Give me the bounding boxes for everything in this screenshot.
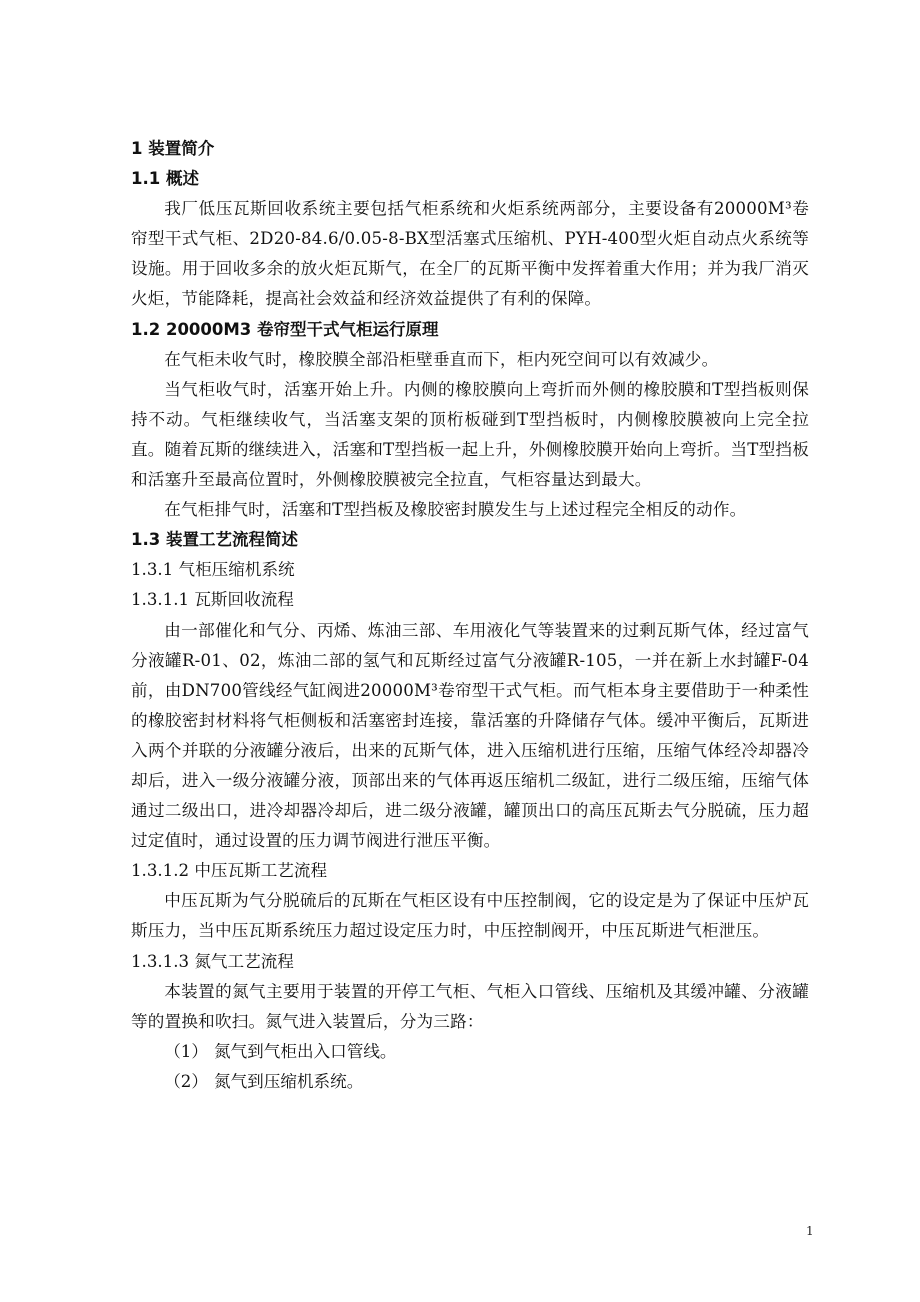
list-item-number: （2）: [164, 1071, 208, 1091]
heading-1-3: 1.3 装置工艺流程简述: [131, 530, 298, 550]
paragraph-text: 我厂低压瓦斯回收系统主要包括气柜系统和火炬系统两部分，主要设备有20000M³卷帘型干式气柜、2D20-84.6/0.05-8-BX型活塞式压缩机、PYH-400型火炬自动点火系统等设施。用于回收多余的放火炬瓦斯气，在全厂的瓦斯平衡中发挥着重大作用；并为我厂消灭火炬，节能降耗，提高社会效益和经济效益提供了有利的保障。: [131, 199, 809, 309]
list-item: [131, 1067, 809, 1097]
heading-1-1: 1.1 概述: [131, 169, 199, 189]
list-item-text: 氮气到气柜出入口管线。: [213, 1041, 397, 1061]
paragraph-text: 本装置的氮气主要用于装置的开停工气柜、气柜入口管线、压缩机及其缓冲罐、分液罐等的置换和吹扫。氮气进入装置后，分为三路：: [131, 981, 809, 1031]
paragraph-nitrogen: [131, 977, 809, 1037]
paragraph-text: 由一部催化和气分、丙烯、炼油三部、车用液化气等装置来的过剩瓦斯气体，经过富气分液罐R-01、02，炼油二部的氢气和瓦斯经过富气分液罐R-105，一并在新上水封罐F-04前，由DN700管线经气缸阀进20000M³卷帘型干式气柜。而气柜本身主要借助于一种柔性的橡胶密封材料将气柜侧板和活塞密封连接，靠活塞的升降储存气体。缓冲平衡后，瓦斯进入两个并联的分液罐分液后，出来的瓦斯气体，进入压缩机进行压缩，压缩气体经冷却器冷却后，进入一级分液罐分液，顶部出来的气体再返压缩机二级缸，进行二级压缩，压缩气体通过二级出口，进冷却器冷却后，进二级分液罐，罐顶出口的高压瓦斯去气分脱硫，压力超过定值时，通过设置的压力调节阀进行泄压平衡。: [131, 620, 809, 851]
heading-1-3-1: 1.3.1 气柜压缩机系统: [131, 560, 295, 580]
page-number: 1: [806, 1224, 814, 1238]
paragraph-text: 当气柜收气时，活塞开始上升。内侧的橡胶膜向上弯折而外侧的橡胶膜和T型挡板则保持不动。气柜继续收气，当活塞支架的顶桁板碰到T型挡板时，内侧橡胶膜被向上完全拉直。随着瓦斯的继续进入，活塞和T型挡板一起上升，外侧橡胶膜开始向上弯折。当T型挡板和活塞升至最高位置时，外侧橡胶膜被完全拉直，气柜容量达到最大。: [131, 379, 809, 490]
paragraph-text: 中压瓦斯为气分脱硫后的瓦斯在气柜区设有中压控制阀，它的设定是为了保证中压炉瓦斯压力，当中压瓦斯系统压力超过设定压力时，中压控制阀开，中压瓦斯进气柜泄压。: [131, 891, 809, 941]
paragraph-medium-pressure: [131, 886, 809, 946]
paragraph-principle: [131, 345, 809, 526]
list-item: [131, 1037, 809, 1067]
list-item-number: （1）: [164, 1041, 208, 1061]
paragraph-gas-recovery: [131, 616, 809, 857]
heading-1-3-1-2: 1.3.1.2 中压瓦斯工艺流程: [131, 861, 328, 881]
heading-1: 1 装置简介: [131, 139, 215, 158]
paragraph-overview: [131, 194, 809, 314]
list-item-text: 氮气到压缩机系统。: [213, 1071, 364, 1091]
heading-1-2: 1.2 20000M3 卷帘型干式气柜运行原理: [131, 319, 439, 339]
document-page: [131, 134, 809, 1097]
paragraph-text: 在气柜未收气时，橡胶膜全部沿柜壁垂直而下，柜内死空间可以有效减少。: [164, 349, 719, 369]
heading-1-3-1-1: 1.3.1.1 瓦斯回收流程: [131, 590, 294, 610]
paragraph-text: 在气柜排气时，活塞和T型挡板及橡胶密封膜发生与上述过程完全相反的动作。: [164, 500, 747, 520]
heading-1-3-1-3: 1.3.1.3 氮气工艺流程: [131, 951, 294, 971]
